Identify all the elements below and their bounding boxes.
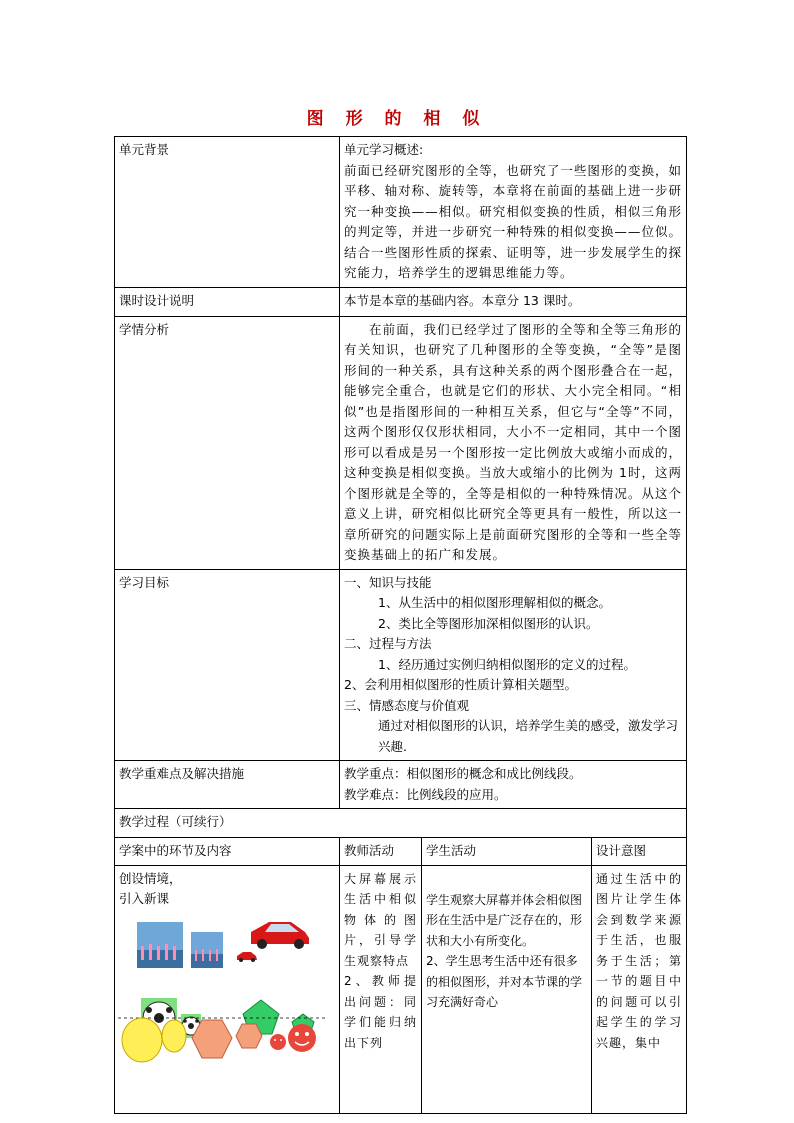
goal-item: 1、经历通过实例归纳相似图形的定义的过程。 [378,656,636,672]
row-keypoints [115,761,687,809]
cell-step [115,865,340,1113]
key-focus: 教学重点：相似图形的概念和成比例线段。 [344,766,582,781]
goal-item: 通过对相似图形的认识，培养学生美的感受，激发学习兴趣. [378,718,679,754]
cell-keypoints [340,761,687,809]
header-teacher: 教师活动 [340,838,422,866]
goal-item: 二、过程与方法 [344,636,432,651]
row-process-first [115,865,687,1113]
goal-item: 2、类比全等图形加深相似图形的认识。 [378,615,599,631]
key-difficulty: 教学难点：比例线段的应用。 [344,786,507,802]
cell-background [340,137,687,288]
label-analysis: 学情分析 [115,316,340,569]
cell-analysis: 在前面，我们已经学过了图形的全等和全等三角形的有关知识，也研究了几种图形的全等变换，“全等”是图形间的一种关系，具有这种关系的两个图形叠合在一起，能够完全重合，也就是它们的形状、大小完全相同。“相似”也是指图形间的一种相互关系，但它与“全等”不同，这两个图形仅仅形状相同，大小不一定相同，其中一个图形可以看成是另一个图形按一定比例放大或缩小而成的，这种变换是相似变换。当放大或缩小的比例为 1时，这两个图形就是全等的，全等是相似的一种特殊情况。从这个意义上讲，研究相似比研究全等更具有一般性，所以这一章所研究的问题实际上是前面研究图形的全等和一些全等变换基础上的拓广和发展。 [340,316,687,569]
step-text: 创设情境， 引入新课 [119,870,182,906]
cell-student: 学生观察大屏幕并体会相似图形在生活中是广泛存在的，形状和大小有所变化。 2、学生思考生活中还有很多的相似图形，并对本节课的学习充满好奇心 [422,865,592,1113]
row-process-headers [115,838,687,866]
label-keypoints: 教学重难点及解决措施 [115,761,340,809]
overflow-shapes [118,1016,328,1066]
similar-figures-images [119,910,335,1110]
flamingo-large-image [137,922,183,968]
row-background [115,137,687,288]
goal-item: 2、会利用相似图形的性质计算相关题型。 [344,677,577,692]
row-design [115,287,687,316]
cell-teacher: 大屏幕展示生活中相似物体的图片，引导学生观察特点 2、教师提出问题：同学们能归纳出下列 [340,865,422,1113]
row-analysis [115,316,687,569]
hexagon-small-icon [236,1024,262,1048]
cell-design: 本节是本章的基础内容。本章分 13 课时。 [340,287,687,316]
hexagon-large-icon [192,1020,232,1058]
page-title: 图 形 的 相 似 [306,109,488,129]
cell-goals [340,569,687,761]
circle-large-icon [122,1018,162,1062]
header-student: 学生活动 [422,838,592,866]
car-large-icon [251,922,309,949]
header-step: 学案中的环节及内容 [115,838,340,866]
label-background: 单元背景 [115,137,340,288]
flamingo-small-image [191,932,223,968]
background-heading: 单元学习概述: [344,142,424,157]
process-title: 教学过程（可续行） [115,809,687,838]
smiley-large-icon [288,1024,316,1052]
smiley-small-icon [270,1034,286,1050]
header-intent: 设计意图 [592,838,687,866]
row-goals [115,569,687,761]
car-small-icon [237,952,257,962]
lesson-plan-table [114,136,687,1114]
goal-item: 一、知识与技能 [344,574,432,590]
cell-intent: 通过生活中的图片让学生体会到数学来源于生活，也服务于生活；第一节的题目中的问题可以引起学生的学习兴趣，集中 [592,865,687,1113]
label-goals: 学习目标 [115,569,340,761]
background-text: 前面已经研究图形的全等，也研究了一些图形的变换，如平移、轴对称、旋转等，本章将在前面的基础上进一步研究一种变换——相似。研究相似变换的性质，相似三角形的判定等，并进一步研究一种特殊的相似变换——位似。结合一些图形性质的探索、证明等，进一步发展学生的探究能力，培养学生的逻辑思维能力等。 [344,162,683,280]
goal-item: 三、情感态度与价值观 [344,697,470,713]
circle-small-icon [162,1020,186,1052]
row-process-title [115,809,687,838]
label-design: 课时设计说明 [115,287,340,316]
goal-item: 1、从生活中的相似图形理解相似的概念。 [378,595,611,610]
